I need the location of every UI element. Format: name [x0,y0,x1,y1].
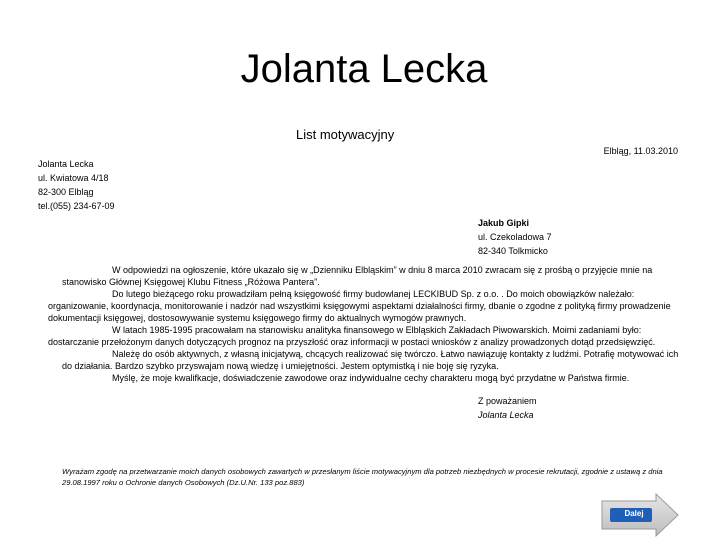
date-place: Elbląg, 11.03.2010 [603,146,678,156]
sender-address [38,157,115,213]
paragraph-text: W latach 1985-1995 pracowałam na stanowisku analityka finansowego w Elbląskich Zakładach Piwowarskich. Moimi zadaniami było: dostarczanie przełożonym danych dotyczących prognoz na przyszłość oraz informacji w postaci wniosków z analizy prowadzonych dotąd przedsięwzięć. [48,325,656,347]
recipient-name: Jakub Gipki [478,218,530,228]
letter-body [48,264,682,384]
paragraph [48,324,682,348]
paragraph [62,372,682,384]
recipient-city: 82-340 Tolkmicko [478,246,548,256]
signature: Jolanta Lecka [478,410,534,420]
paragraph-text: Należę do osób aktywnych, z własną inicjatywą, chcących realizować się twórczo. Łatwo nawiązuję kontakty z ludźmi. Potrafię motywować ich do działania. Bardzo szybko przyswajam nową wiedzę i umiejętności. Jestem optymistką i nie boję się ryzyka. [62,349,679,371]
next-button[interactable] [600,492,680,538]
sender-city: 82-300 Elbląg [38,187,94,197]
closing [478,394,537,422]
closing-greeting: Z poważaniem [478,396,537,406]
sender-name: Jolanta Lecka [38,159,94,169]
sender-street: ul. Kwiatowa 4/18 [38,173,109,183]
data-consent-clause: Wyrażam zgodę na przetwarzanie moich danych osobowych zawartych w przesłanym liście motywacyjnym dla potrzeb niezbędnych w procesie rekrutacji, zgodnie z ustawą z dnia 29.08.1997 roku o Ochronie danych Osobowych (Dz.U.Nr. 133 poz.883) [62,467,663,487]
paragraph-text: Myślę, że moje kwalifkacje, doświadczenie zawodowe oraz indywidualne cechy charakteru mogą być przydatne w Państwa firmie. [112,373,630,383]
page-title: Jolanta Lecka [240,47,488,91]
paragraph [62,348,682,372]
paragraph [48,288,682,324]
paragraph-text: W odpowiedzi na ogłoszenie, które ukazało się w „Dzienniku Elbląskim” w dniu 8 marca 2010 zwracam się z prośbą o przyjęcie mnie na stanowisko Głównej Księgowej Klubu Fitness „Różowa Pantera”. [62,265,653,287]
next-button-label: Dalej [624,509,644,518]
recipient-street: ul. Czekoladowa 7 [478,232,552,242]
paragraph [62,264,682,288]
sender-phone: tel.(055) 234-67-09 [38,201,115,211]
letter-subtitle: List motywacyjny [296,127,395,142]
paragraph-text: Do lutego bieżącego roku prowadziłam pełną księgowość firmy budowlanej LECKIBUD Sp. z o.o. . Do moich obowiązków należało: organizowanie, koordynacja, monitorowanie i nadzór nad wszystkimi księgowymi aspektami działalności firmy, dbanie o zgodne z polityką firmy prowadzenie dokumentacji księgowej, dostosowywanie systemu księgowego firmy do aktualnych wymogów prawnych. [48,289,671,323]
recipient-address [478,216,552,258]
